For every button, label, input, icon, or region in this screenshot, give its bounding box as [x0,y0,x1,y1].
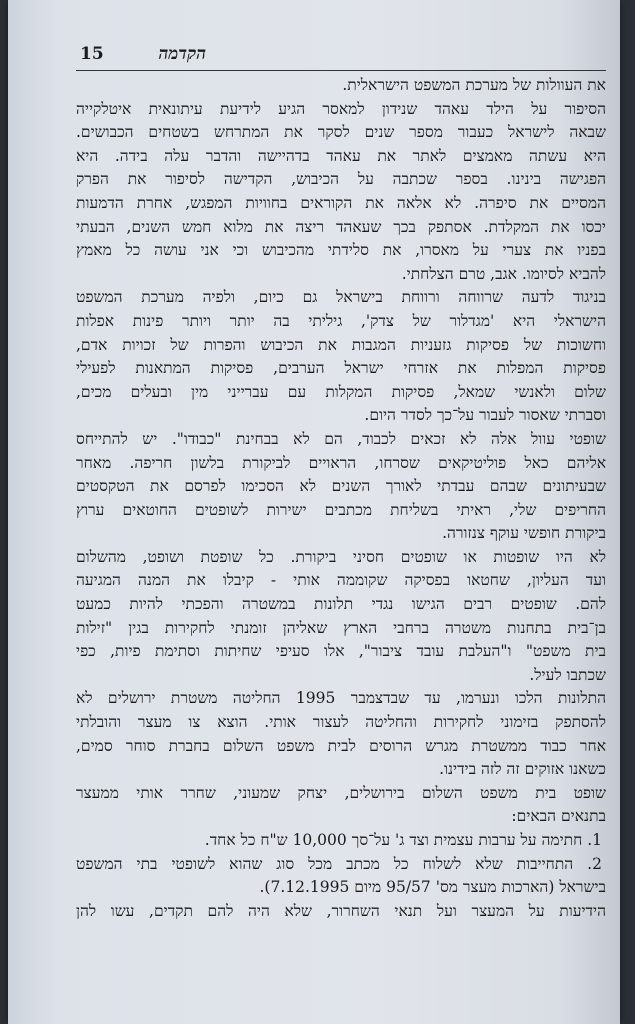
text-line: שלום ולאנשי שמאל, פסיקות המקלות עם עברייני מין ובעלים מכים, [76,382,606,401]
text-line: הישראלי היא 'מגדלור של צדק', גיליתי בה יותר ויותר פינות אפלות [76,311,606,330]
text-line: שופט בית משפט השלום בירושלים, יצחק שמעוני, שחרר אותי ממעצר [76,783,606,802]
text-line: בן־בית בתחנות משטרה ברחבי הארץ שאליהן זומנתי לחקירות בגין "זילות [76,618,606,637]
running-header [76,44,606,71]
text-line: בית משפט" ו"העלבת עובד ציבור", אלו סעיפי שחיתות וסתימת פיות, כפי [76,642,606,661]
text-line: שבעיתונים שבהם עבדתי לאורך השנים לא הסכימו לפרסם את הטקסטים [76,477,606,496]
text-line: שבאה לישראל כעבור מספר שנים לסקר את המתרחש בשטחים הכבושים. [76,123,606,142]
book-page [8,0,620,1024]
chapter-title: הקדמה [158,44,206,64]
text-line: כשאנו אזוקים זה לזה בידינו. [439,760,606,779]
page-number: 15 [80,44,104,64]
text-line: להם. שופטים רבים הגישו נגדי תלונות במשטרה והפכתי להיות כמעט [76,595,606,614]
text-line: להסתפק בזימוני לחקירות והחליטה לעצור אותי. הוצא צו מעצר והובלתי [76,713,606,732]
text-line: וסברתי שאסור לעבור על־כך לסדר היום. [364,406,606,425]
text-line: המסיים את סיפרה. לא אלאה את הקוראים בחוויות המפגש, אחרת הדמעות [76,193,606,212]
list-item: 2. התחייבות שלא לשלוח כל מכתב מכל סוג שהוא לשופטי בתי המשפט [76,854,602,873]
text-line: בישראל (הארכות מעצר מס' 95/57 מיום 7.12.1995). [259,878,606,897]
text-line: ועד העליון, שחטאו בפסיקה שקוממה אותי - קיבלו את המנה המגיעה [76,571,606,590]
text-line: וחשוכות של פסיקות גזעניות המגבות את הכיבוש והפרות של זכויות אדם, [76,335,606,354]
text-line: יכסו את המקלדת. אסתפק בכך שעאהד ריצה את מלוא חמש השנים, הבעתי [76,217,606,236]
body-text [76,74,606,923]
text-line: התלונות הלכו ונערמו, עד שבדצמבר 1995 החליטה משטרת ירושלים לא [76,689,606,708]
text-line: לא היו שופטות או שופטים חסיני ביקורת. כל שופטת ושופט, מהשלום [76,547,606,566]
text-line: החריפים שלי, ראיתי בשליחת מכתבים ישירות לשופטים החוטאים ערוץ [76,500,606,519]
text-line: פסיקות המפלות את אזרחי ישראל הערבים, פסיקות המתאנות לפעילי [76,359,606,378]
text-line: את העוולות של מערכת המשפט הישראלית. [342,76,606,94]
text-line: אחר כבוד ממשטרת מגרש הרוסים לבית משפט השלום בחברת סוחר סמים, [76,736,606,755]
text-line: הסיפור על הילד עאהד שנידון למאסר הגיע לידיעת עיתונאית איטלקייה [76,99,606,118]
text-line: היא עשתה מאמצים לאתר את עאהד בדהיישה והדבר עלה בידה. היא [76,146,606,165]
text-line: שופטי עוול אלה לא זכאים לכבוד, הם לא בבחינת "כבודו". יש להתייחס [76,429,606,448]
list-item: 1. חתימה על ערבות עצמית וצד ג' על־סך 10,000 ש"ח כל אחד. [204,831,602,849]
text-line: הפגישה בינינו. בספר שכתבה על הכיבוש, הקדישה לסיפור את הפרק [76,170,606,189]
text-line: ביקורת חופשי עוקף צנזורה. [442,524,606,543]
text-line: הידיעות על המעצר ועל תנאי השחרור, שלא היה להם תקדים, עשו להן [76,901,606,920]
text-line: שכתבו לעיל. [529,665,606,684]
text-line: בניגוד לדעה שרווחה ורווחת בישראל גם כיום, ולפיה מערכת המשפט [76,288,606,307]
text-line: בתנאים הבאים: [511,807,606,826]
text-line: אליהם כאל פוליטיקאים שסרחו, הראויים לביקורת בלשון חריפה. מאחר [76,453,606,472]
text-line: בפניו את צערי על מאסרו, את סלידתי מהכיבוש וכי אני עושה כל מאמץ [76,241,606,260]
text-line: להביא לסיומו. אגב, טרם הצלחתי. [401,264,606,283]
